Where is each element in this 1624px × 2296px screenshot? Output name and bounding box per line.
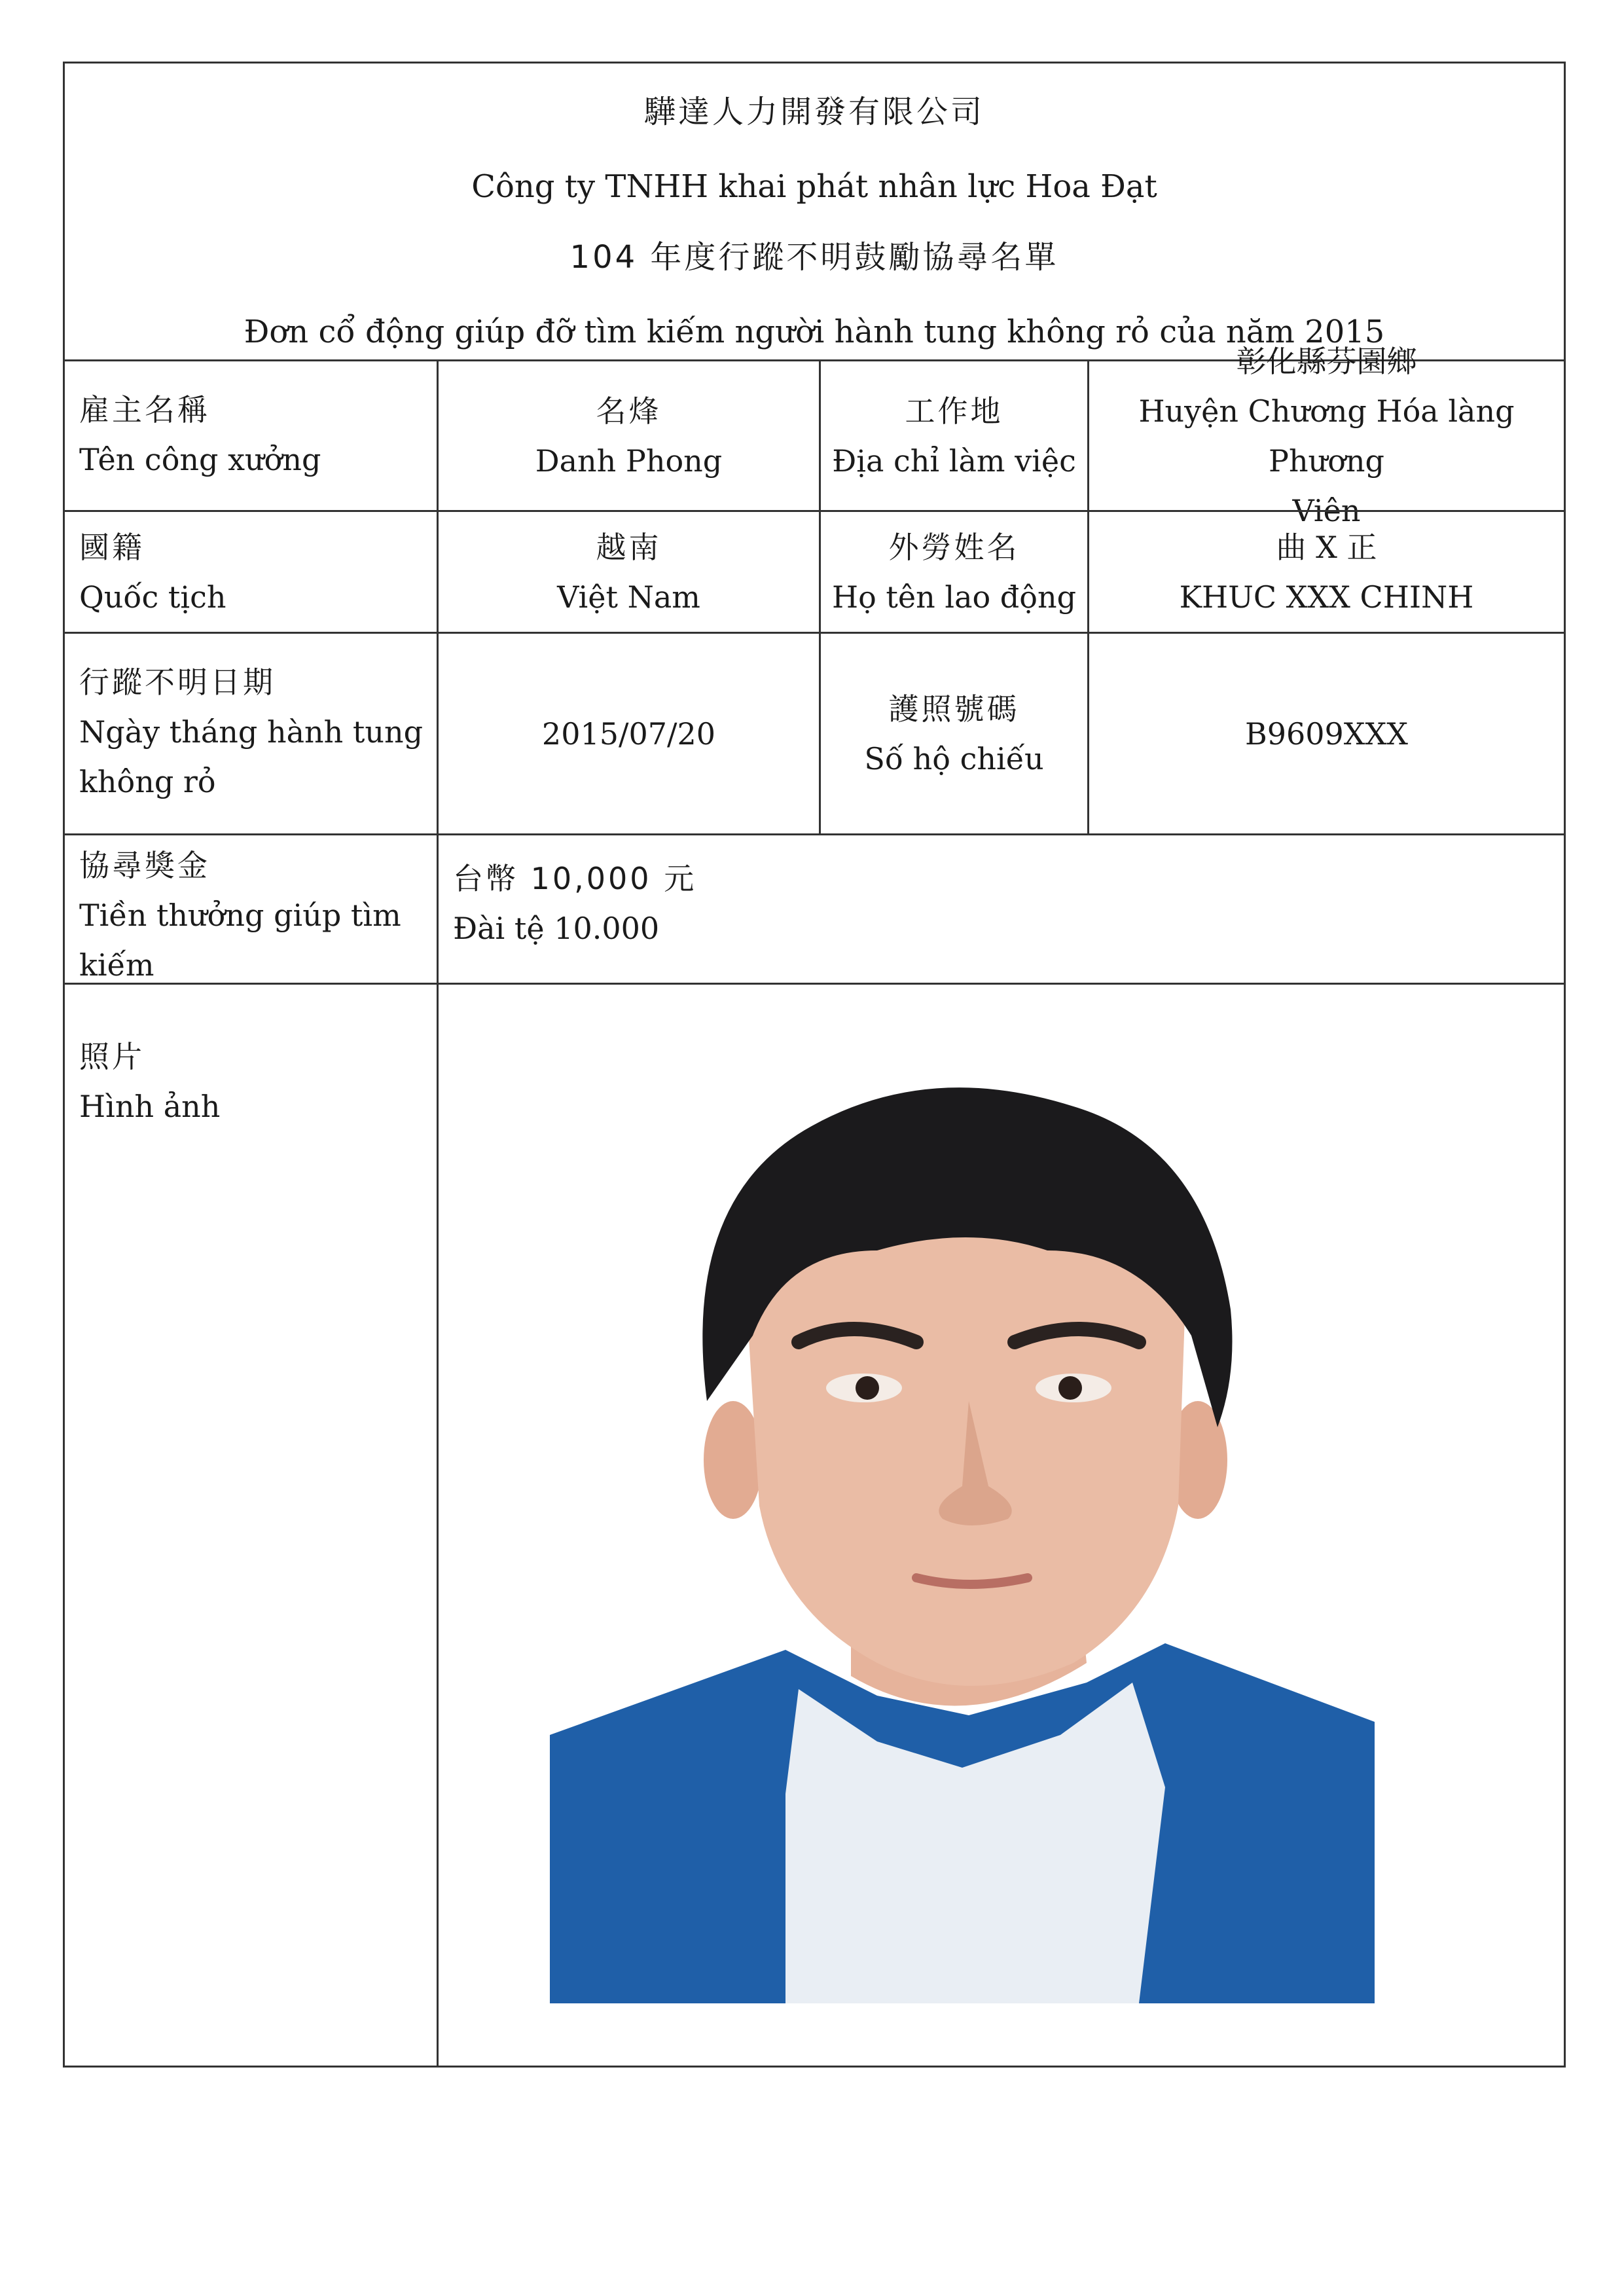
ear-left [704,1401,763,1519]
reward-value: 台幣 10,000 元 Đài tệ 10.000 [437,835,1564,983]
reward-label: 協尋獎金 Tiền thưởng giúp tìm kiếm [79,848,401,983]
worker-photo [511,1034,1414,2003]
worker-name-label: 外勞姓名 Họ tên lao động [819,512,1087,632]
worker-name-value: 曲 X 正 KHUC XXX CHINH [1087,512,1564,632]
workplace-label: 工作地 Địa chỉ làm việc [819,361,1087,510]
form-header [65,64,1564,361]
passport-label: 護照號碼 Số hộ chiếu [819,634,1087,833]
workplace-value: 彰化縣芬園鄉 Huyện Chương Hóa làng Phương Viên [1087,361,1564,510]
form-title-vi: Đơn cổ động giúp đỡ tìm kiếm người hành tung không rỏ của năm 2015 [244,314,1385,350]
row-nationality [65,510,1564,632]
company-name-vi: Công ty TNHH khai phát nhân lực Hoa Đạt [471,168,1157,205]
employer-value: 名烽 Danh Phong [437,361,819,510]
form-title-zh: 104 年度行蹤不明鼓勵協尋名單 [569,239,1059,276]
worker-portrait-image [511,1034,1414,2003]
row-reward [65,833,1564,983]
nationality-label: 國籍 Quốc tịch [79,530,226,615]
nationality-value: 越南 Việt Nam [437,512,819,632]
missing-date-value: 2015/07/20 [437,634,819,833]
missing-date-label: 行蹤不明日期 Ngày tháng hành tung không rỏ [79,665,424,799]
row-missing-date [65,632,1564,833]
photo-label: 照片 Hình ảnh [79,1039,221,1124]
passport-value: B9609XXX [1087,634,1564,833]
row-employer [65,343,1564,528]
company-name-zh: 驊達人力開發有限公司 [643,94,984,130]
employer-label: 雇主名稱 Tên công xưởng [79,392,321,477]
